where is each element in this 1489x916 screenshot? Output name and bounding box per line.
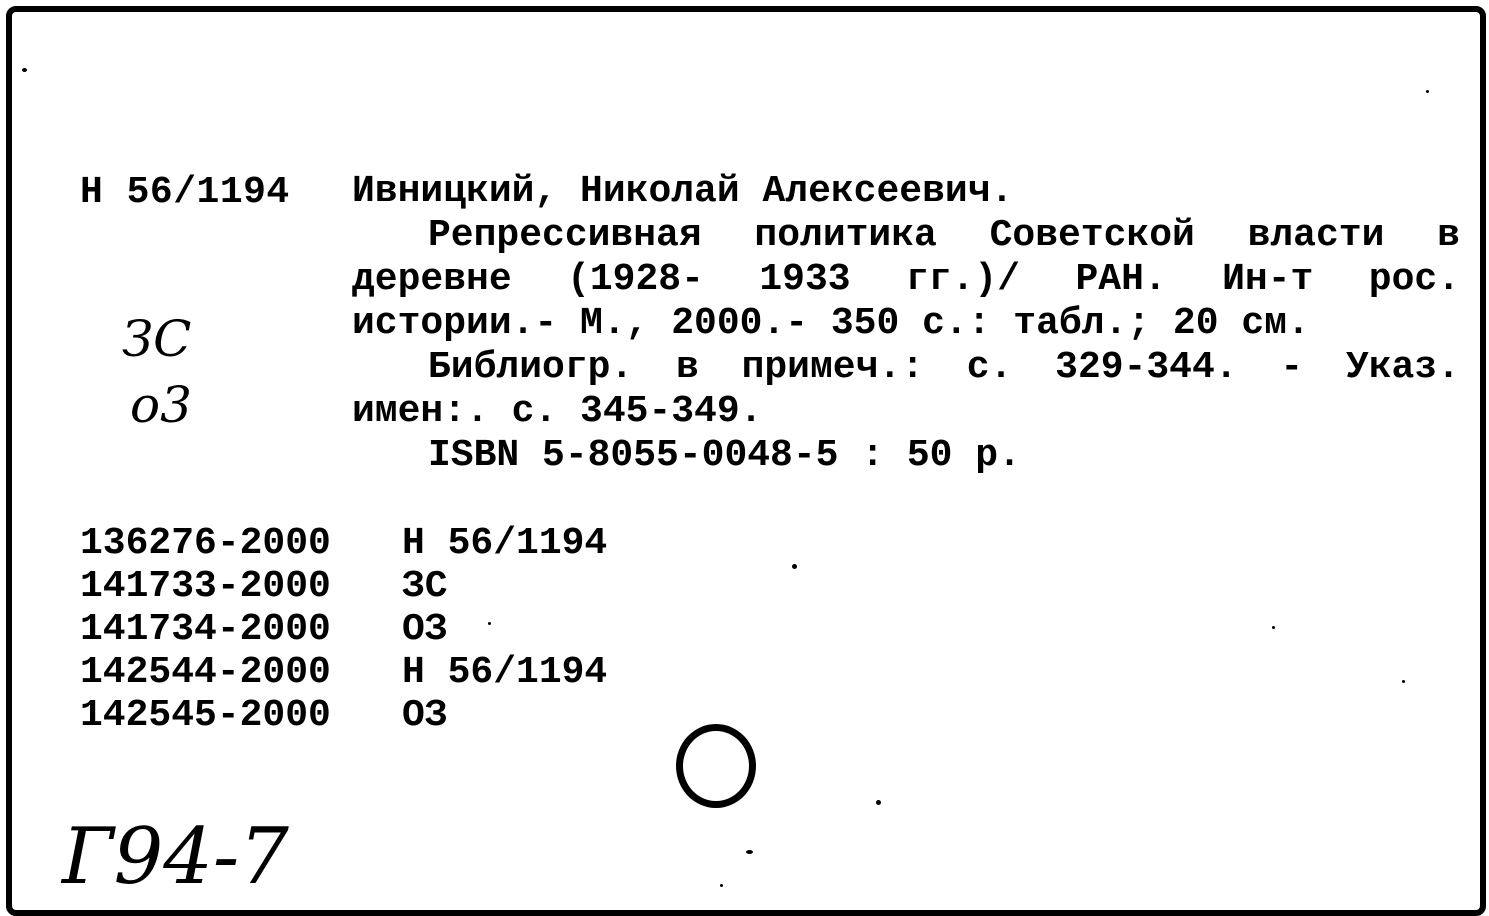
word: в	[1437, 214, 1460, 257]
word: 1933	[759, 258, 851, 301]
accession-number: 136276-2000	[80, 522, 331, 565]
word: (1928-	[567, 258, 704, 301]
word: Ин-т	[1222, 258, 1314, 301]
word: -	[1280, 346, 1304, 389]
scan-speck	[1426, 90, 1429, 93]
author-heading	[352, 170, 1460, 214]
word: Советской	[989, 214, 1195, 257]
word: политика	[754, 214, 937, 257]
scan-speck	[746, 850, 753, 854]
scan-speck	[488, 622, 491, 625]
holdings-list	[80, 522, 607, 737]
handwritten-mark-bottom: о3	[130, 376, 192, 434]
bibliographic-description	[352, 170, 1460, 478]
title-line-1	[352, 214, 1460, 258]
word: в	[676, 346, 699, 389]
scan-speck	[792, 564, 797, 569]
author-name: Ивницкий, Николай Алексеевич.	[352, 170, 1014, 213]
word: власти	[1247, 214, 1385, 257]
location-code: Н 56/1194	[402, 651, 608, 694]
word: Репрессивная	[428, 214, 702, 257]
location-code: ЗС	[402, 565, 448, 608]
word: Библиогр.	[428, 346, 634, 389]
call-number: Н 56/1194	[80, 171, 290, 214]
word: примеч.:	[741, 346, 925, 389]
word: 329-344.	[1055, 346, 1238, 389]
word: гг.)/	[906, 258, 1021, 301]
list-item	[80, 651, 607, 694]
list-item	[80, 694, 607, 737]
location-code: ОЗ	[402, 608, 448, 651]
isbn-line	[352, 434, 1460, 478]
scan-speck	[1272, 626, 1275, 629]
scan-speck	[876, 800, 881, 805]
word: РАН.	[1075, 258, 1167, 301]
index-line	[352, 390, 1460, 434]
word: деревне	[352, 258, 512, 301]
scan-speck	[1402, 680, 1405, 683]
accession-number: 142544-2000	[80, 651, 331, 694]
word: с.	[966, 346, 1013, 389]
title-line-2	[352, 258, 1460, 302]
accession-number: 141733-2000	[80, 565, 331, 608]
list-item	[80, 565, 607, 608]
handwritten-shelf-note: Г94-7	[62, 812, 289, 902]
isbn-text: ISBN 5-8055-0048-5 : 50 р.	[428, 434, 1021, 477]
accession-number: 142545-2000	[80, 694, 331, 737]
scan-speck	[720, 884, 723, 887]
list-item	[80, 608, 607, 651]
accession-number: 141734-2000	[80, 608, 331, 651]
punch-hole	[676, 724, 756, 808]
index-text: имен:. с. 345-349.	[352, 390, 763, 433]
handwritten-mark-top: ЗС	[122, 310, 192, 368]
imprint-text: истории.- М., 2000.- 350 с.: табл.; 20 см.	[352, 302, 1310, 345]
imprint-line	[352, 302, 1460, 346]
location-code: ОЗ	[402, 694, 448, 737]
list-item	[80, 522, 607, 565]
word: Указ.	[1345, 346, 1460, 389]
scan-speck	[22, 68, 27, 72]
location-code: Н 56/1194	[402, 522, 608, 565]
notes-line	[352, 346, 1460, 390]
word: рос.	[1368, 258, 1460, 301]
